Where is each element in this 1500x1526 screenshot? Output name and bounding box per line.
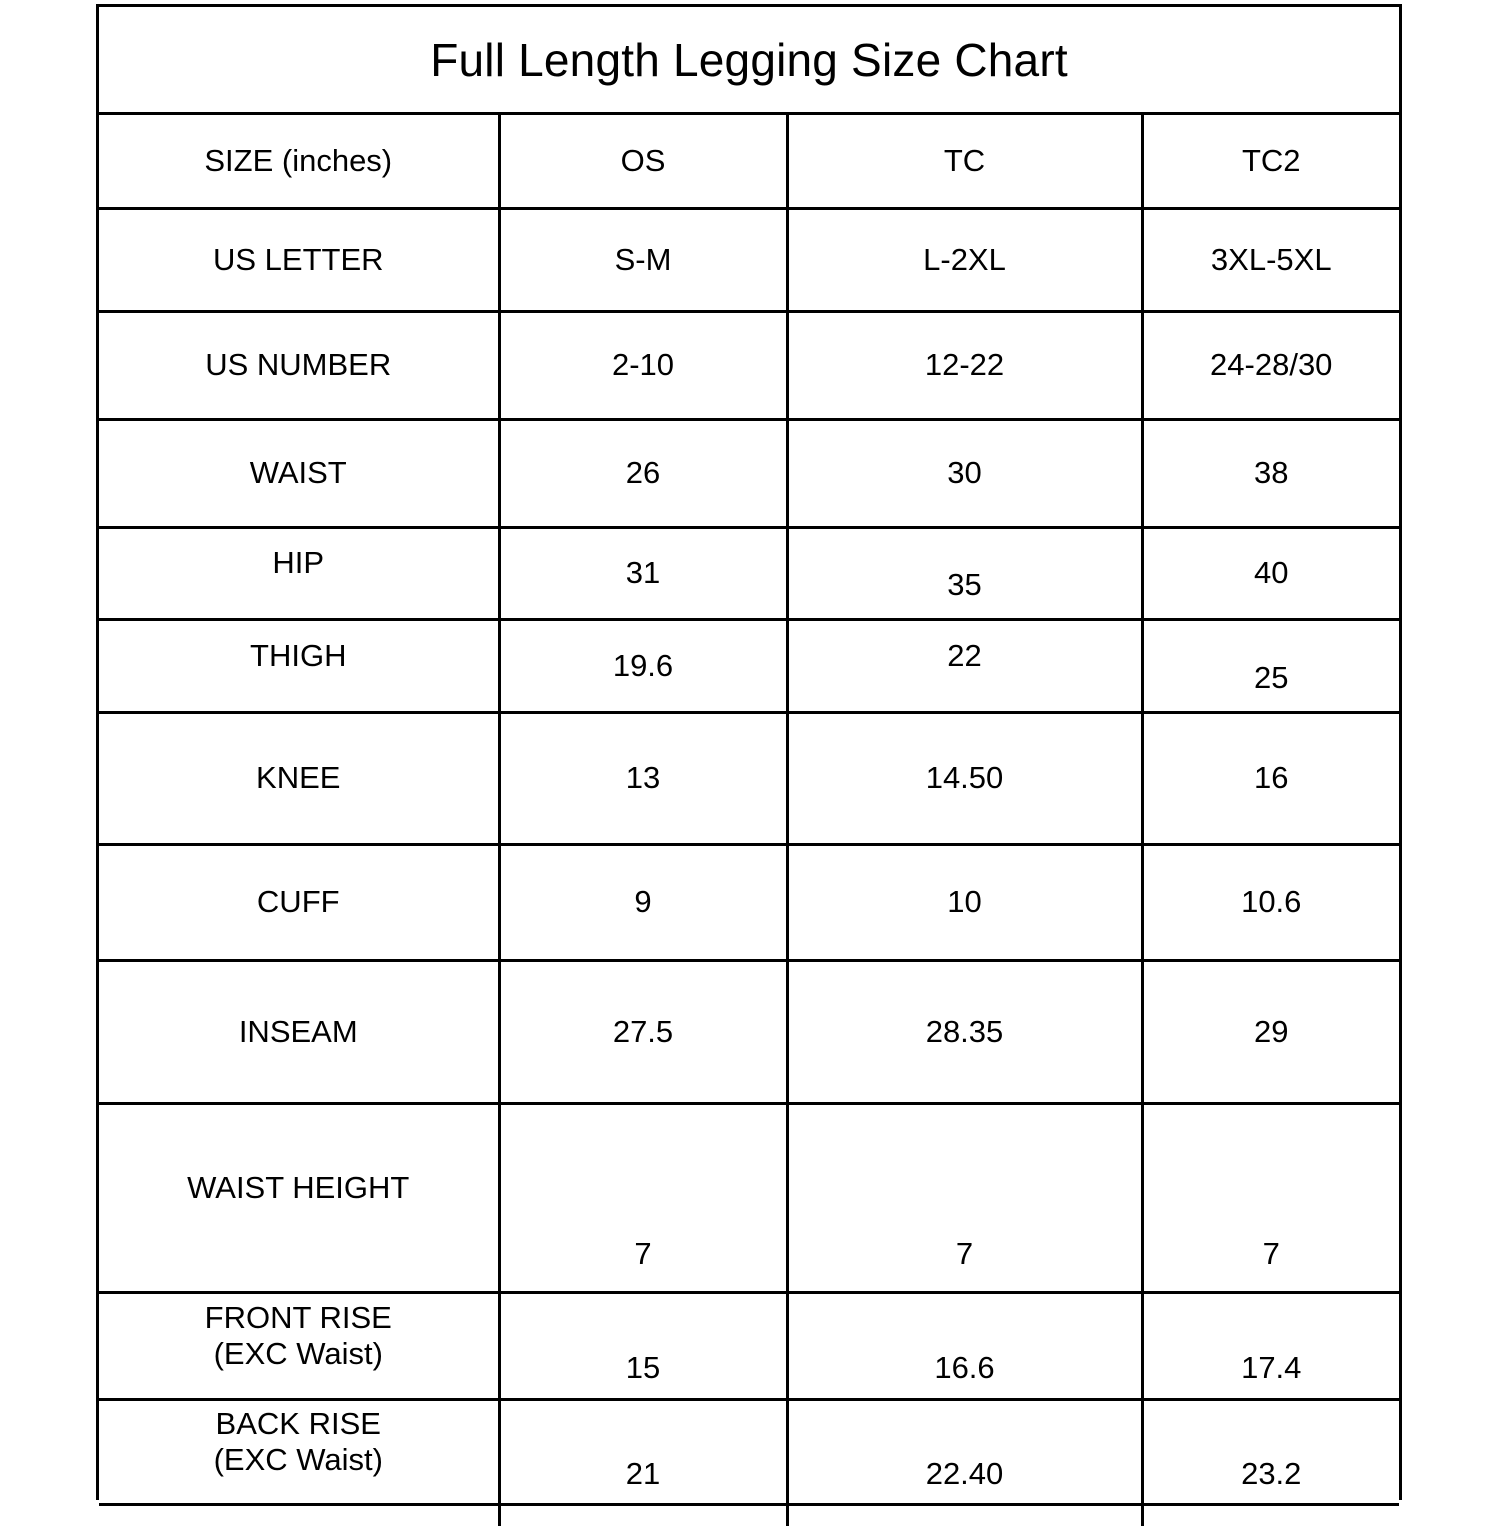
table-row bbox=[99, 1292, 1399, 1399]
cell-front-rise-tc2-text: 17.4 bbox=[1241, 1349, 1302, 1385]
cell-waist-height-tc2-text: 7 bbox=[1262, 1235, 1280, 1271]
table-row bbox=[99, 208, 1399, 311]
cell-us-number-os: 2-10 bbox=[499, 311, 787, 419]
row-label-hip bbox=[99, 527, 499, 619]
cell-bottom-tc2 bbox=[1142, 1504, 1399, 1526]
size-chart-table bbox=[99, 115, 1399, 1526]
page-title: Full Length Legging Size Chart bbox=[99, 7, 1399, 115]
cell-front-rise-tc-text: 16.6 bbox=[934, 1349, 995, 1385]
cell-thigh-tc bbox=[787, 619, 1142, 712]
row-label-us-letter: US LETTER bbox=[99, 208, 499, 311]
column-header-os: OS bbox=[499, 115, 787, 208]
cell-hip-tc bbox=[787, 527, 1142, 619]
cell-back-rise-tc2-text: 23.2 bbox=[1241, 1455, 1302, 1491]
cell-back-rise-tc-text: 22.40 bbox=[925, 1455, 1004, 1491]
cell-bottom-tc bbox=[787, 1504, 1142, 1526]
cell-inseam-tc: 28.35 bbox=[787, 960, 1142, 1103]
cell-front-rise-os-text: 15 bbox=[625, 1349, 661, 1385]
table-header-row bbox=[99, 115, 1399, 208]
cell-back-rise-tc2 bbox=[1142, 1399, 1399, 1504]
row-label-waist-height bbox=[99, 1103, 499, 1292]
cell-waist-height-tc2 bbox=[1142, 1103, 1399, 1292]
cell-cuff-os: 9 bbox=[499, 844, 787, 960]
cell-us-letter-os: S-M bbox=[499, 208, 787, 311]
cell-thigh-tc-text: 22 bbox=[947, 637, 982, 673]
row-label-front-rise-line1: FRONT RISE bbox=[204, 1299, 392, 1335]
cell-cuff-tc2: 10.6 bbox=[1142, 844, 1399, 960]
table-row bbox=[99, 844, 1399, 960]
row-label-front-rise-line2: (EXC Waist) bbox=[213, 1335, 383, 1371]
table-row bbox=[99, 311, 1399, 419]
row-label-hip-text: HIP bbox=[272, 545, 325, 580]
table-row bbox=[99, 712, 1399, 844]
cell-hip-os bbox=[499, 527, 787, 619]
cell-back-rise-os-text: 21 bbox=[625, 1455, 661, 1491]
cell-us-number-tc2: 24-28/30 bbox=[1142, 311, 1399, 419]
row-label-inseam: INSEAM bbox=[99, 960, 499, 1103]
table-row bbox=[99, 960, 1399, 1103]
cell-thigh-tc2 bbox=[1142, 619, 1399, 712]
row-label-back-rise bbox=[99, 1399, 499, 1504]
cell-us-letter-tc: L-2XL bbox=[787, 208, 1142, 311]
cell-hip-tc2-text: 40 bbox=[1254, 555, 1289, 590]
cell-thigh-tc2-text: 25 bbox=[1254, 659, 1289, 695]
column-header-tc2: TC2 bbox=[1142, 115, 1399, 208]
cell-inseam-tc2: 29 bbox=[1142, 960, 1399, 1103]
row-label-front-rise bbox=[99, 1292, 499, 1399]
cell-front-rise-os bbox=[499, 1292, 787, 1399]
row-label-thigh bbox=[99, 619, 499, 712]
cell-thigh-os bbox=[499, 619, 787, 712]
cell-waist-tc2: 38 bbox=[1142, 419, 1399, 527]
row-label-back-rise-line2: (EXC Waist) bbox=[213, 1441, 383, 1477]
cell-front-rise-tc2 bbox=[1142, 1292, 1399, 1399]
cell-waist-height-tc bbox=[787, 1103, 1142, 1292]
table-row-bottom-partial bbox=[99, 1504, 1399, 1526]
cell-knee-tc2: 16 bbox=[1142, 712, 1399, 844]
table-row bbox=[99, 419, 1399, 527]
column-header-size: SIZE (inches) bbox=[99, 115, 499, 208]
row-label-knee: KNEE bbox=[99, 712, 499, 844]
row-label-waist-height-text: WAIST HEIGHT bbox=[187, 1169, 410, 1205]
size-chart-frame bbox=[96, 4, 1402, 1500]
cell-bottom-label bbox=[99, 1504, 499, 1526]
cell-waist-height-os-text: 7 bbox=[634, 1235, 652, 1271]
cell-hip-tc-text: 35 bbox=[947, 567, 982, 602]
table-row bbox=[99, 1399, 1399, 1504]
cell-knee-tc: 14.50 bbox=[787, 712, 1142, 844]
cell-waist-os: 26 bbox=[499, 419, 787, 527]
row-label-waist: WAIST bbox=[99, 419, 499, 527]
table-row bbox=[99, 619, 1399, 712]
cell-us-number-tc: 12-22 bbox=[787, 311, 1142, 419]
cell-hip-os-text: 31 bbox=[625, 555, 661, 590]
cell-back-rise-tc bbox=[787, 1399, 1142, 1504]
row-label-cuff: CUFF bbox=[99, 844, 499, 960]
cell-thigh-os-text: 19.6 bbox=[612, 647, 674, 683]
row-label-back-rise-line1: BACK RISE bbox=[215, 1405, 381, 1441]
row-label-us-number: US NUMBER bbox=[99, 311, 499, 419]
cell-waist-height-tc-text: 7 bbox=[955, 1235, 974, 1271]
cell-inseam-os: 27.5 bbox=[499, 960, 787, 1103]
cell-back-rise-os bbox=[499, 1399, 787, 1504]
cell-knee-os: 13 bbox=[499, 712, 787, 844]
table-row bbox=[99, 1103, 1399, 1292]
cell-front-rise-tc bbox=[787, 1292, 1142, 1399]
cell-hip-tc2 bbox=[1142, 527, 1399, 619]
cell-bottom-os bbox=[499, 1504, 787, 1526]
column-header-tc: TC bbox=[787, 115, 1142, 208]
cell-waist-height-os bbox=[499, 1103, 787, 1292]
row-label-thigh-text: THIGH bbox=[250, 637, 347, 673]
cell-us-letter-tc2: 3XL-5XL bbox=[1142, 208, 1399, 311]
cell-waist-tc: 30 bbox=[787, 419, 1142, 527]
table-row bbox=[99, 527, 1399, 619]
cell-cuff-tc: 10 bbox=[787, 844, 1142, 960]
